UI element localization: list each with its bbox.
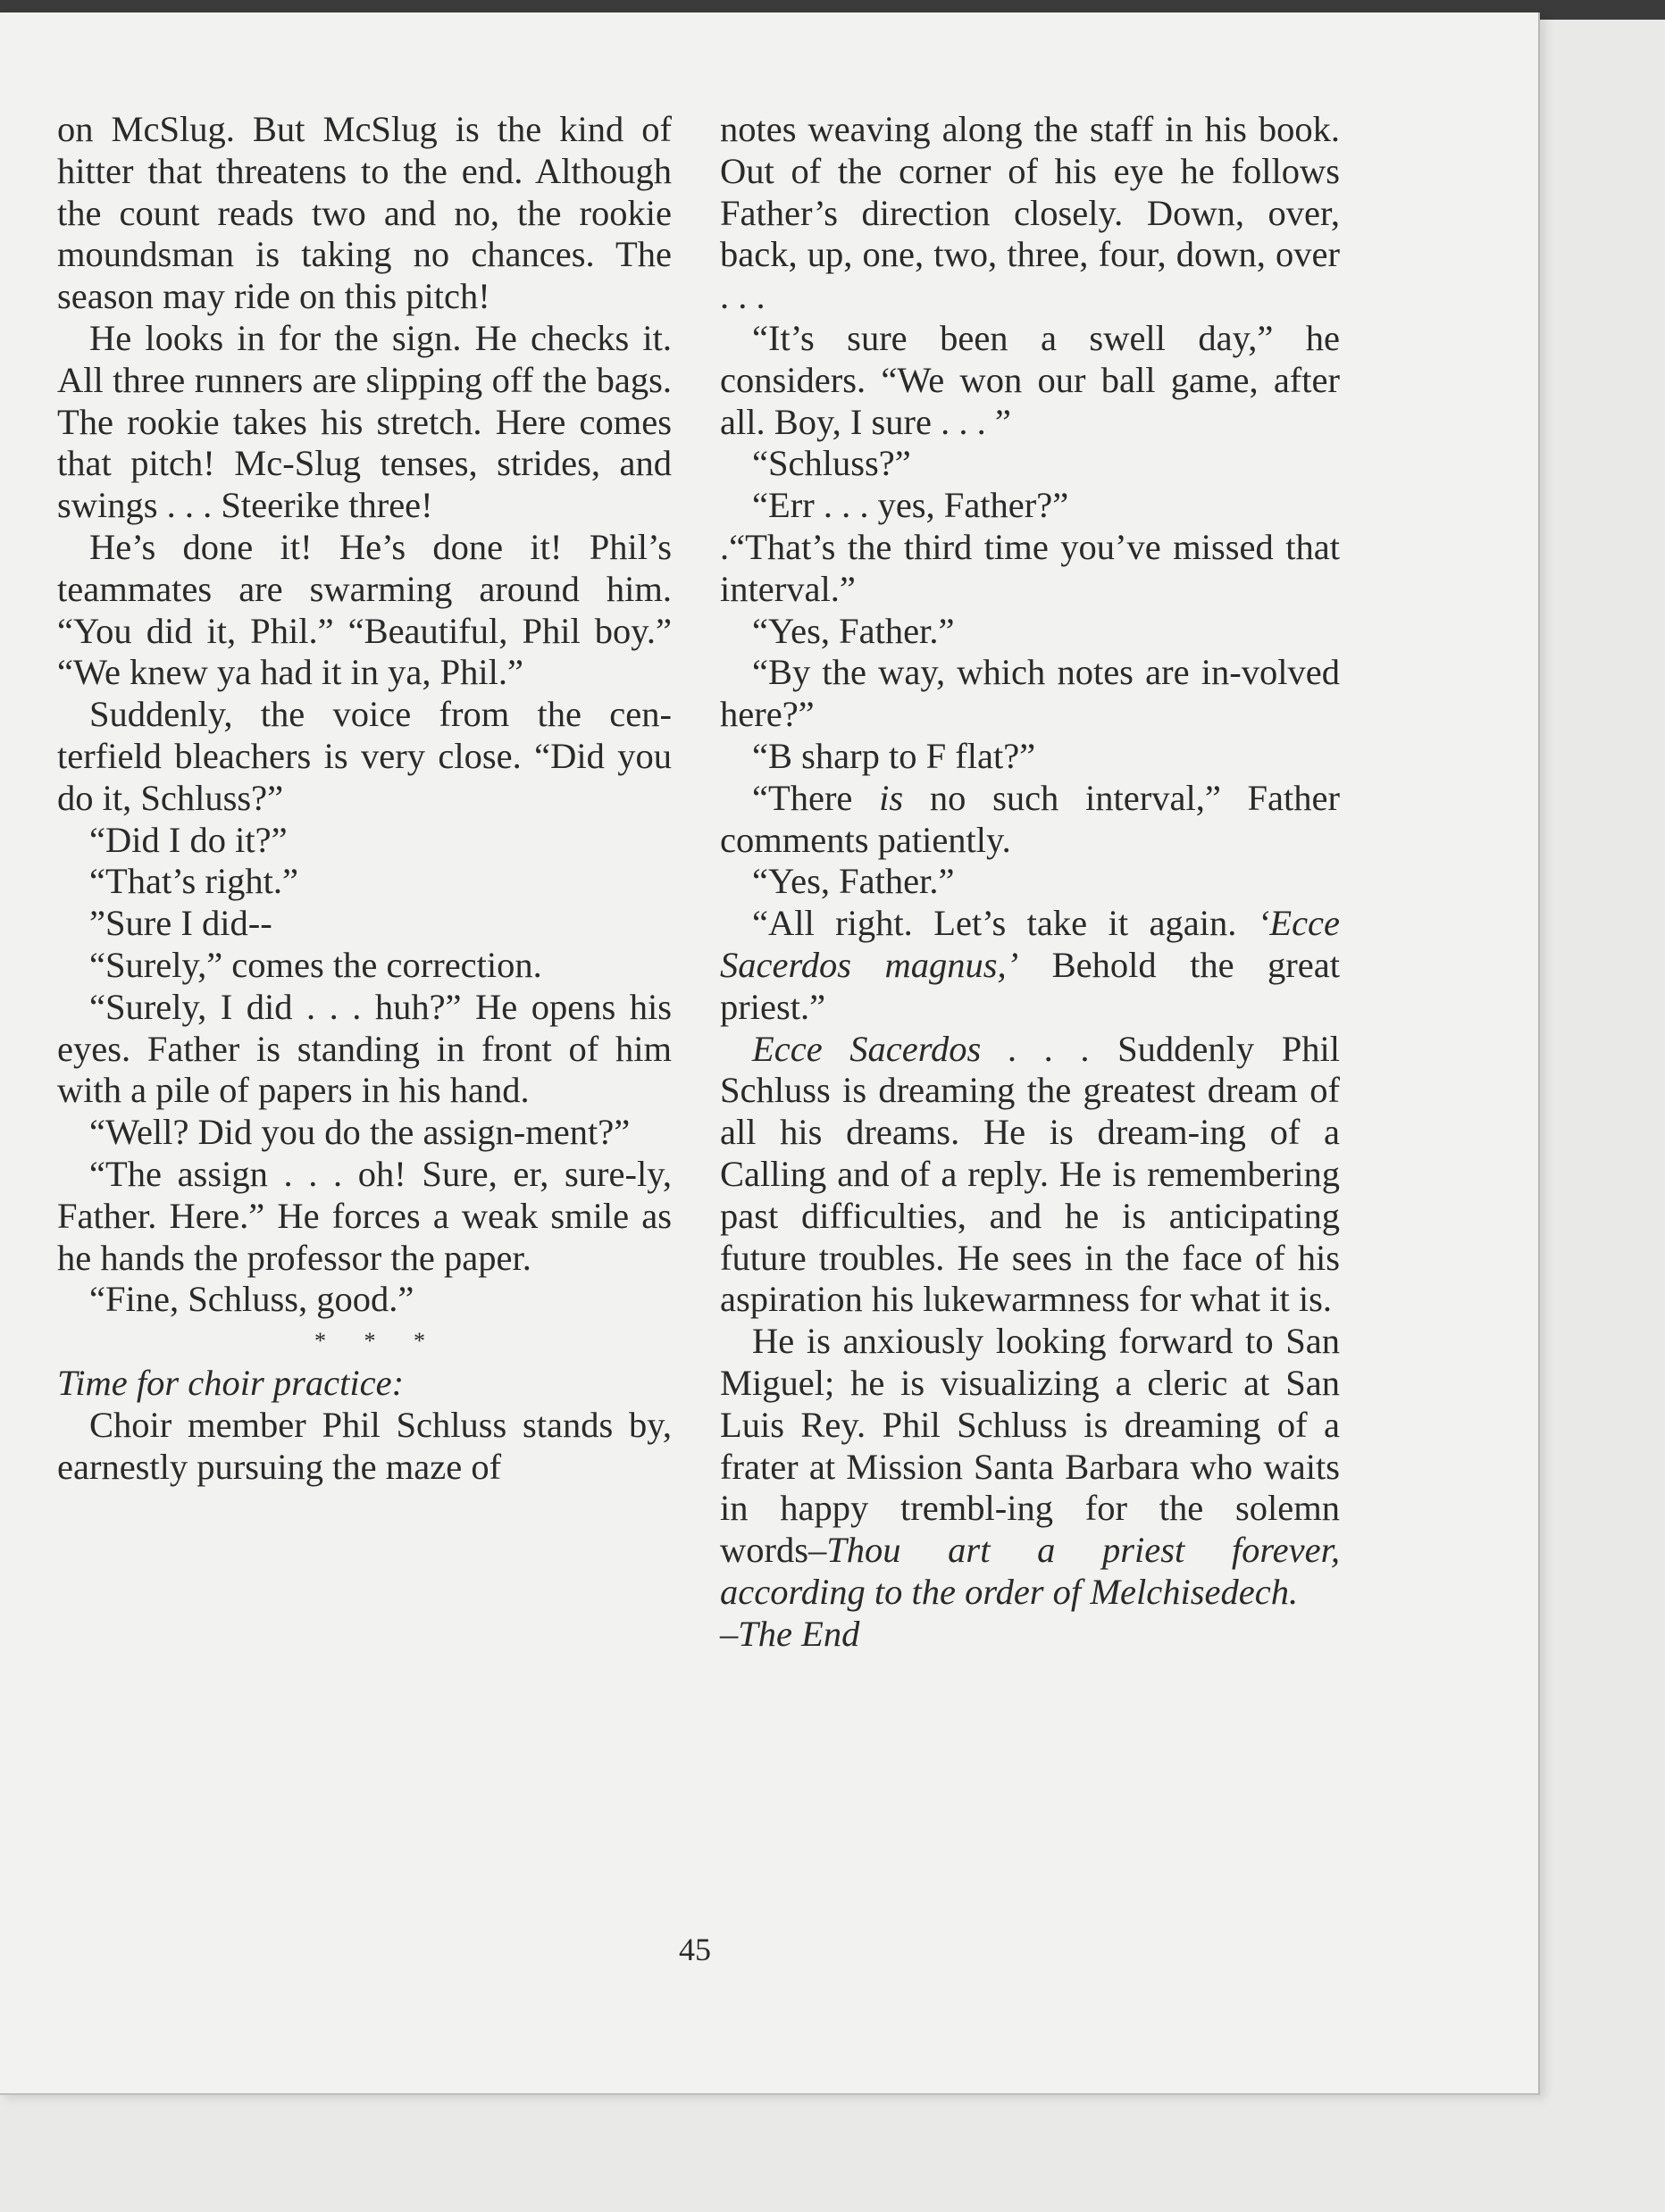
paragraph: Choir member Phil Schluss stands by, earnestly pursuing the maze of	[57, 1404, 672, 1487]
paragraph: “Did I do it?”	[89, 819, 288, 860]
text-run: He is anxiously looking forward to San Miguel; he is visualizing a cleric at San Luis Rey. Phil Schluss is dreaming of a frater at Mission Santa Barbara who waits in happy trembl-ing for the solemn words–	[720, 1321, 1340, 1571]
paragraph: on McSlug. But McSlug is the kind of hitter that threatens to the end. Although the count reads two and no, the rookie moundsman is taking no chances. The season may ride on this pitch!	[57, 109, 672, 317]
book-page	[0, 13, 1540, 2095]
text-run: “All right. Let’s take it again.	[752, 903, 1258, 944]
text-run: no such interval,” Father comments patiently.	[720, 777, 1341, 860]
page-number: 45	[679, 1932, 711, 1967]
section-heading: Time for choir practice:	[57, 1362, 405, 1403]
paragraph: “B sharp to F flat?”	[752, 735, 1036, 776]
paragraph: “Surely,” comes the correction.	[89, 944, 542, 985]
paragraph: “Schluss?”	[752, 443, 911, 484]
paragraph: “That’s right.”	[89, 861, 298, 902]
paragraph: “By the way, which notes are in-volved here?”	[720, 652, 1340, 735]
paragraph: “It’s sure been a swell day,” he considers. “We won our ball game, after all. Boy, I sure . . . ”	[720, 317, 1340, 442]
paragraph: .“That’s the third time you’ve missed that interval.”	[720, 526, 1340, 609]
the-end-label: –The End	[720, 1613, 860, 1654]
paragraph	[720, 1321, 1340, 1614]
paragraph: ”Sure I did--	[89, 903, 272, 944]
paragraph	[720, 903, 1340, 1028]
paragraph: “Surely, I did . . . huh?” He opens his eyes. Father is standing in front of him with a pile of papers in his hand.	[57, 986, 672, 1111]
paragraph: He looks in for the sign. He checks it. All three runners are slipping off the bags. The rookie takes his stretch. Here comes that pitch! Mc-Slug tenses, strides, and swings . . . Steerike three!	[57, 317, 672, 526]
italic-run: ‘Ecce Sacerdos magnus,’	[720, 903, 1340, 985]
text-run: Suddenly Phil Schluss is dreaming the greatest dream of all his dreams. He is dream-ing of a Calling and of a reply. He is remembering past difficulties, and he is anticipating future troubles. He sees in the face of his aspiration his lukewarmness for what it is.	[720, 1028, 1340, 1320]
paragraph	[720, 778, 1340, 862]
paragraph	[720, 1029, 1340, 1322]
italic-run: Ecce Sacerdos . . .	[752, 1028, 1091, 1069]
text-run: “There	[752, 777, 880, 818]
italic-run: is	[879, 777, 904, 818]
italic-run: Thou art a priest forever, according to the order of Melchisedech.	[720, 1530, 1340, 1612]
paragraph: “Fine, Schluss, good.”	[89, 1279, 414, 1320]
paragraph: “Yes, Father.”	[752, 610, 955, 651]
paragraph: He’s done it! He’s done it! Phil’s teammates are swarming around him. “You did it, Phil.” “Beautiful, Phil boy.” “We knew ya had it in ya, Phil.”	[57, 526, 672, 693]
paragraph: “Well? Did you do the assign-ment?”	[89, 1112, 631, 1153]
paragraph: Suddenly, the voice from the cen-terfield bleachers is very close. “Did you do it, Schluss?”	[57, 694, 672, 818]
text-run: Behold the great priest.”	[720, 944, 1340, 1027]
paragraph: notes weaving along the staff in his book. Out of the corner of his eye he follows Father’s direction closely. Down, over, back, up, one, two, three, four, down, over . . .	[720, 109, 1340, 317]
left-column	[57, 109, 672, 1488]
right-column	[720, 109, 1340, 1655]
paragraph: “The assign . . . oh! Sure, er, sure-ly, Father. Here.” He forces a weak smile as he hands the professor the paper.	[57, 1153, 672, 1278]
paragraph: “Yes, Father.”	[752, 861, 955, 902]
section-separator: * * *	[314, 1328, 441, 1355]
paragraph: “Err . . . yes, Father?”	[752, 485, 1069, 526]
